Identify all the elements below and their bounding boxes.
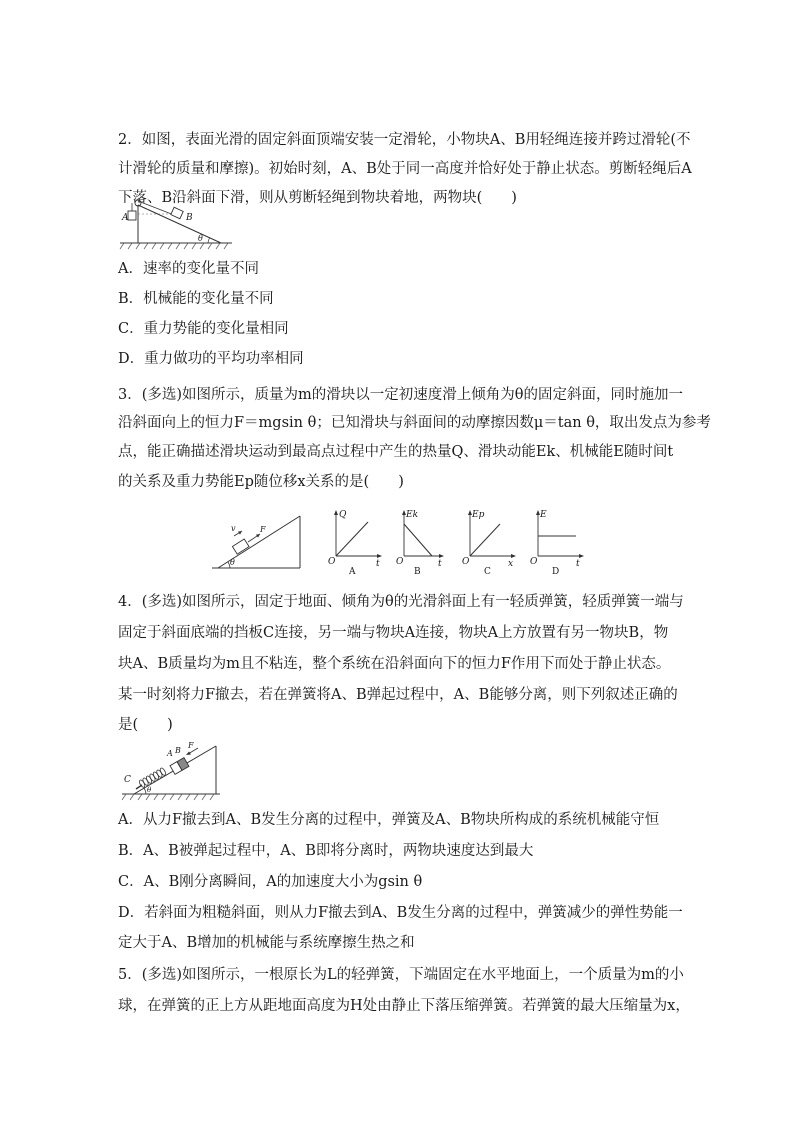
q2-fig-label-theta: θ (198, 234, 203, 243)
q3-graph-c-origin: O (462, 557, 470, 567)
q4-option-b: B．A、B被弹起过程中，A、B即将分离时，两物块速度达到最大 (118, 843, 534, 859)
q4-fig-label-theta: θ (147, 786, 152, 794)
q3-graph-c-ylabel: Ep (472, 510, 485, 520)
q4-fig-label-b: B (175, 746, 181, 755)
q3-graph-d-xlabel: t (576, 559, 580, 569)
q3-graph-a (324, 508, 386, 577)
q3-graph-b-caption: B (414, 567, 421, 577)
q2-figure-incline-pulley (116, 196, 236, 254)
q3-graph-a-xlabel: t (376, 559, 380, 569)
q3-line-1: 3．(多选)如图所示，质量为m的滑块以一定初速度滑上倾角为θ的固定斜面，同时施加一 (118, 387, 684, 403)
q3-graph-d-ylabel: E (540, 510, 547, 520)
q4-line-5: 是( ) (118, 717, 173, 733)
q3-line-4: 的关系及重力势能Ep随位移x关系的是( ) (118, 474, 404, 490)
q3-graph-d-origin: O (530, 557, 538, 567)
q2-fig-label-a: A (122, 213, 129, 223)
q4-option-c: C．A、B刚分离瞬间，A的加速度大小为gsin θ (118, 874, 423, 890)
q2-option-c: C．重力势能的变化量相同 (118, 321, 289, 337)
q3-graph-b-origin: O (396, 557, 404, 567)
q2-option-d: D．重力做功的平均功率相同 (118, 351, 304, 367)
q4-option-d-line-2: 定大于A、B增加的机械能与系统摩擦生热之和 (118, 935, 415, 951)
q4-fig-label-f: F (188, 741, 194, 750)
q5-line-2: 球，在弹簧的正上方从距地面高度为H处由静止下落压缩弹簧。若弹簧的最大压缩量为x， (118, 998, 690, 1014)
q3-graph-d-caption: D (552, 567, 560, 577)
q3-fig-label-f: F (260, 525, 266, 534)
q4-line-2: 固定于斜面底端的挡板C连接，另一端与物块A连接，物块A上方放置有另一物块B，物 (118, 625, 669, 641)
q3-graph-a-ylabel: Q (339, 510, 347, 520)
q4-fig-label-a: A (167, 749, 173, 758)
q3-graph-a-origin: O (328, 557, 336, 567)
q3-line-3: 点，能正确描述滑块运动到最高点过程中产生的热量Q、滑块动能Ek、机械能E随时间t (118, 444, 674, 460)
q4-option-a: A．从力F撤去到A、B发生分离的过程中，弹簧及A、B物块所构成的系统机械能守恒 (118, 812, 660, 828)
q2-option-b: B．机械能的变化量不同 (118, 291, 274, 307)
q3-graph-b (392, 508, 448, 577)
q4-line-3: 块A、B质量均为m且不粘连，整个系统在沿斜面向下的恒力F作用下而处于静止状态。 (118, 656, 671, 672)
q2-line-1: 2．如图，表面光滑的固定斜面顶端安装一定滑轮，小物块A、B用轻绳连接并跨过滑轮(不 (118, 132, 691, 148)
q3-fig-label-theta: θ (230, 558, 235, 567)
q4-option-d-line-1: D．若斜面为粗糙斜面，则从力F撤去到A、B发生分离的过程中，弹簧减少的弹性势能一 (118, 905, 683, 921)
q4-line-4: 某一时刻将力F撤去，若在弹簧将A、B弹起过程中，A、B能够分离，则下列叙述正确的 (118, 687, 678, 703)
q3-graph-c-xlabel: x (508, 559, 514, 569)
q4-fig-label-c: C (124, 775, 131, 785)
q3-graph-d (526, 508, 588, 577)
q2-option-a: A．速率的变化量不同 (118, 261, 259, 277)
q3-graph-c (458, 508, 520, 577)
q3-figure-incline-block (212, 512, 304, 570)
q3-graph-a-caption: A (349, 567, 356, 577)
q4-figure-spring-incline (120, 742, 224, 802)
q3-line-2: 沿斜面向上的恒力F＝mgsin θ；已知滑块与斜面间的动摩擦因数μ＝tan θ，取出发点为参考 (118, 415, 711, 431)
q4-line-1: 4．(多选)如图所示，固定于地面、倾角为θ的光滑斜面上有一轻质弹簧，轻质弹簧一端与 (118, 594, 684, 610)
q2-line-2: 计滑轮的质量和摩擦)。初始时刻，A、B处于同一高度并恰好处于静止状态。剪断轻绳后A (118, 161, 692, 177)
q2-line-3: 下落、B沿斜面下滑，则从剪断轻绳到物块着地，两物块( ) (118, 190, 517, 206)
q3-fig-label-v: v (231, 524, 236, 533)
q3-graph-c-caption: C (484, 567, 491, 577)
q3-graph-b-xlabel: t (438, 559, 442, 569)
q5-line-1: 5．(多选)如图所示，一根原长为L的轻弹簧，下端固定在水平地面上，一个质量为m的小 (118, 967, 684, 983)
q3-graph-b-ylabel: Ek (406, 510, 419, 520)
q2-fig-label-b: B (186, 213, 193, 223)
